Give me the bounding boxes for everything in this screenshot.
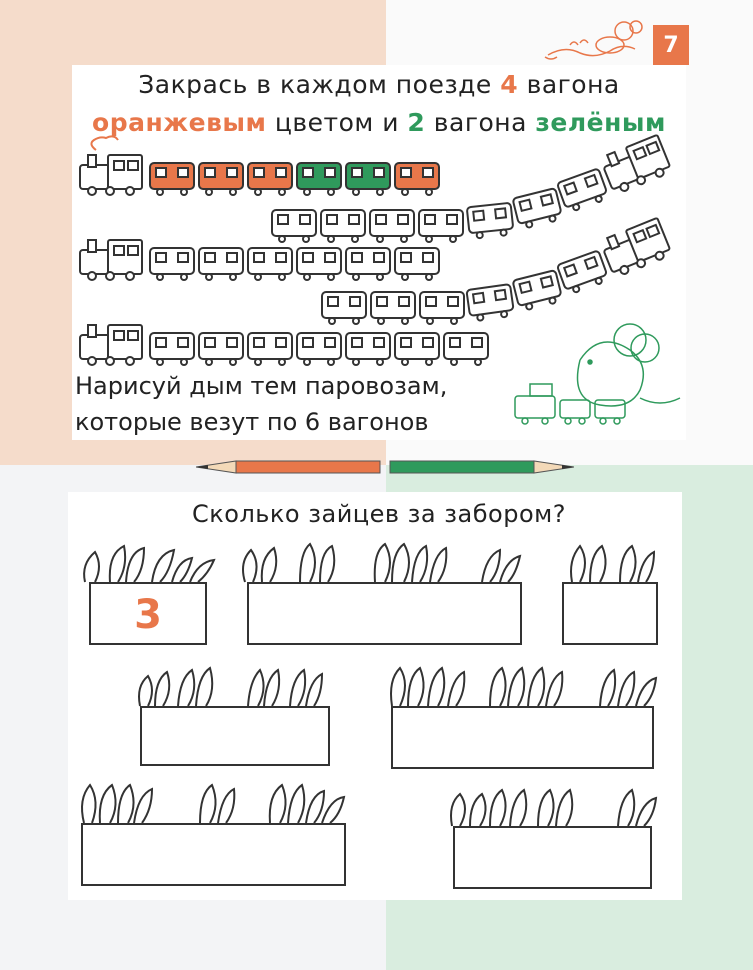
task2-line1: Нарисуй дым тем паровозам, — [75, 372, 448, 400]
instruction-text: Закрась в каждом поезде — [138, 70, 501, 99]
task2-line2: которые везут по 6 вагонов — [75, 408, 429, 436]
task3-title: Сколько зайцев за забором? — [192, 500, 566, 528]
fence-4 — [139, 668, 329, 765]
fence-2 — [243, 544, 521, 644]
fence-7 — [451, 790, 656, 888]
orange-word: оранжевым — [92, 108, 267, 137]
instruction-text: вагона — [518, 70, 620, 99]
green-count: 2 — [407, 108, 426, 137]
page-number: 7 — [653, 25, 689, 65]
fence-6 — [82, 785, 345, 885]
fence-5 — [391, 668, 656, 768]
example-answer: 3 — [134, 592, 162, 638]
instruction-text: цветом и — [266, 108, 408, 137]
instruction-text: вагона — [425, 108, 536, 137]
green-word: зелёным — [535, 108, 666, 137]
orange-count: 4 — [500, 70, 519, 99]
fence-3 — [563, 546, 657, 644]
